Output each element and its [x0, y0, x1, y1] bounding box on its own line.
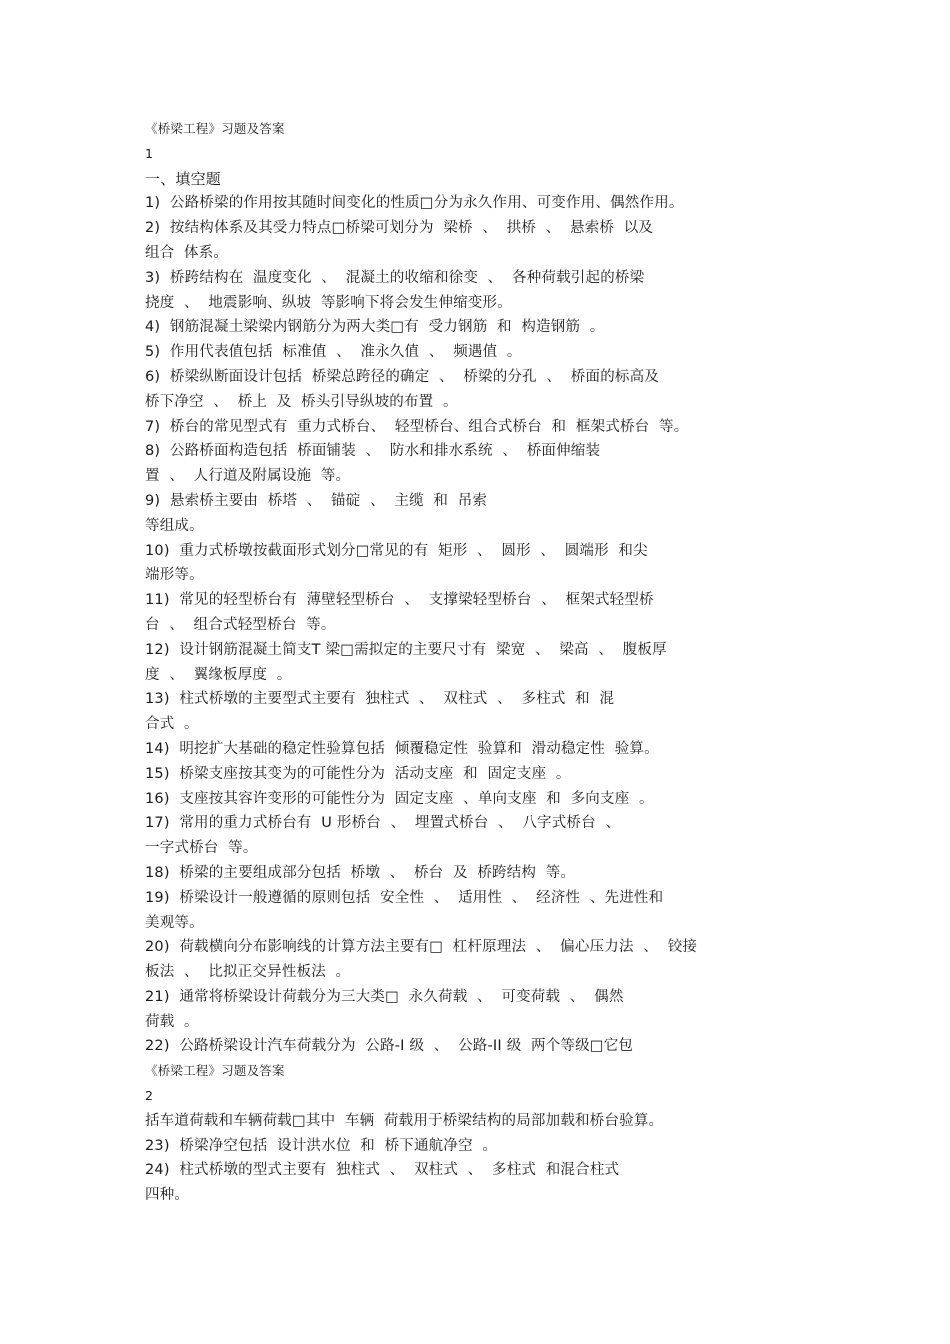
text-line: 14) 明挖扩大基础的稳定性验算包括 倾覆稳定性 验算和 滑动稳定性 验算。 [145, 740, 659, 757]
text-line: 3) 桥跨结构在 温度变化 、 混凝土的收缩和徐变 、 各种荷载引起的桥梁 [145, 269, 645, 286]
text-line: 10) 重力式桥墩按截面形式划分□常见的有 矩形 、 圆形 、 圆端形 和尖 [145, 542, 648, 559]
text-line: 20) 荷载横向分布影响线的计算方法主要有□ 杠杆原理法 、 偏心压力法 、 铰接 [145, 939, 698, 956]
text-line: 荷载 。 [145, 1013, 199, 1030]
document-title: 《桥梁工程》习题及答案 [145, 121, 285, 136]
text-line: 22) 公路桥梁设计汽车荷载分为 公路-I 级 、 公路-II 级 两个等级□它包 [145, 1038, 634, 1055]
text-line: 15) 桥梁支座按其变为的可能性分为 活动支座 和 固定支座 。 [145, 765, 571, 782]
text-line: 16) 支座按其容许变形的可能性分为 固定支座 、单向支座 和 多向支座 。 [145, 790, 654, 807]
text-line: 11) 常见的轻型桥台有 薄壁轻型桥台 、 支撑梁轻型桥台 、 框架式轻型桥 [145, 592, 654, 609]
text-line: 9) 悬索桥主要由 桥塔 、 锚碇 、 主缆 和 吊索 [145, 492, 488, 509]
text-line: 17) 常用的重力式桥台有 U 形桥台 、 埋置式桥台 、 八字式桥台 、 [145, 815, 621, 832]
text-line: 端形等。 [145, 567, 204, 584]
text-line: 8) 公路桥面构造包括 桥面铺装 、 防水和排水系统 、 桥面伸缩装 [145, 443, 601, 460]
text-line: 美观等。 [145, 914, 204, 931]
text-line: 挠度 、 地震影响、纵坡 等影响下将会发生伸缩变形。 [145, 294, 512, 311]
text-line: 度 、 翼缘板厚度 。 [145, 666, 292, 683]
text-line: 6) 桥梁纵断面设计包括 桥梁总跨径的确定 、 桥梁的分孔 、 桥面的标高及 [145, 368, 659, 385]
text-line: 23) 桥梁净空包括 设计洪水位 和 桥下通航净空 。 [145, 1137, 498, 1154]
text-line: 7) 桥台的常见型式有 重力式桥台、 轻型桥台、组合式桥台 和 框架式桥台 等。 [145, 418, 689, 435]
text-line: 13) 柱式桥墩的主要型式主要有 独柱式 、 双柱式 、 多柱式 和 混 [145, 691, 615, 708]
text-line: 1) 公路桥梁的作用按其随时间变化的性质□分为永久作用、可变作用、偶然作用。 [145, 195, 684, 212]
text-line: 12) 设计钢筋混凝土简支T 梁□需拟定的主要尺寸有 梁宽 、 梁高 、 腹板厚 [145, 641, 667, 658]
text-line: 台 、 组合式轻型桥台 等。 [145, 616, 336, 633]
text-line: 一字式桥台 等。 [145, 840, 258, 857]
text-line: 等组成。 [145, 517, 204, 534]
document-title-repeat: 《桥梁工程》习题及答案 [145, 1063, 285, 1079]
document-body [145, 117, 785, 1208]
page-number: 1 [145, 145, 154, 161]
text-line: 板法 、 比拟正交异性板法 。 [145, 964, 351, 981]
text-line: 置 、 人行道及附属设施 等。 [145, 468, 351, 485]
text-line: 桥下净空 、 桥上 及 桥头引导纵坡的布置 。 [145, 393, 458, 410]
text-line: 21) 通常将桥梁设计荷载分为三大类□ 永久荷载 、 可变荷载 、 偶然 [145, 988, 624, 1005]
text-line: 组合 体系。 [145, 244, 229, 261]
text-line: 括车道荷载和车辆荷载□其中 车辆 荷载用于桥梁结构的局部加载和桥台验算。 [145, 1112, 664, 1129]
text-line: 2) 按结构体系及其受力特点□桥梁可划分为 梁桥 、 拱桥 、 悬索桥 以及 [145, 220, 654, 237]
text-line: 18) 桥梁的主要组成部分包括 桥墩 、 桥台 及 桥跨结构 等。 [145, 864, 576, 881]
section-heading: 一、填空题 [145, 169, 222, 188]
text-line: 合式 。 [145, 716, 199, 733]
text-line: 5) 作用代表值包括 标准值 、 准永久值 、 频遇值 。 [145, 344, 522, 361]
text-line: 19) 桥梁设计一般遵循的原则包括 安全性 、 适用性 、 经济性 、先进性和 [145, 889, 664, 906]
text-line: 四种。 [145, 1187, 190, 1204]
text-line: 24) 柱式桥墩的型式主要有 独柱式 、 双柱式 、 多柱式 和混合柱式 [145, 1162, 620, 1179]
page-number-2: 2 [145, 1088, 154, 1104]
question-list [145, 191, 785, 1059]
question-list-continued [145, 1109, 785, 1208]
text-line: 4) 钢筋混凝土梁梁内钢筋分为两大类□有 受力钢筋 和 构造钢筋 。 [145, 319, 605, 336]
